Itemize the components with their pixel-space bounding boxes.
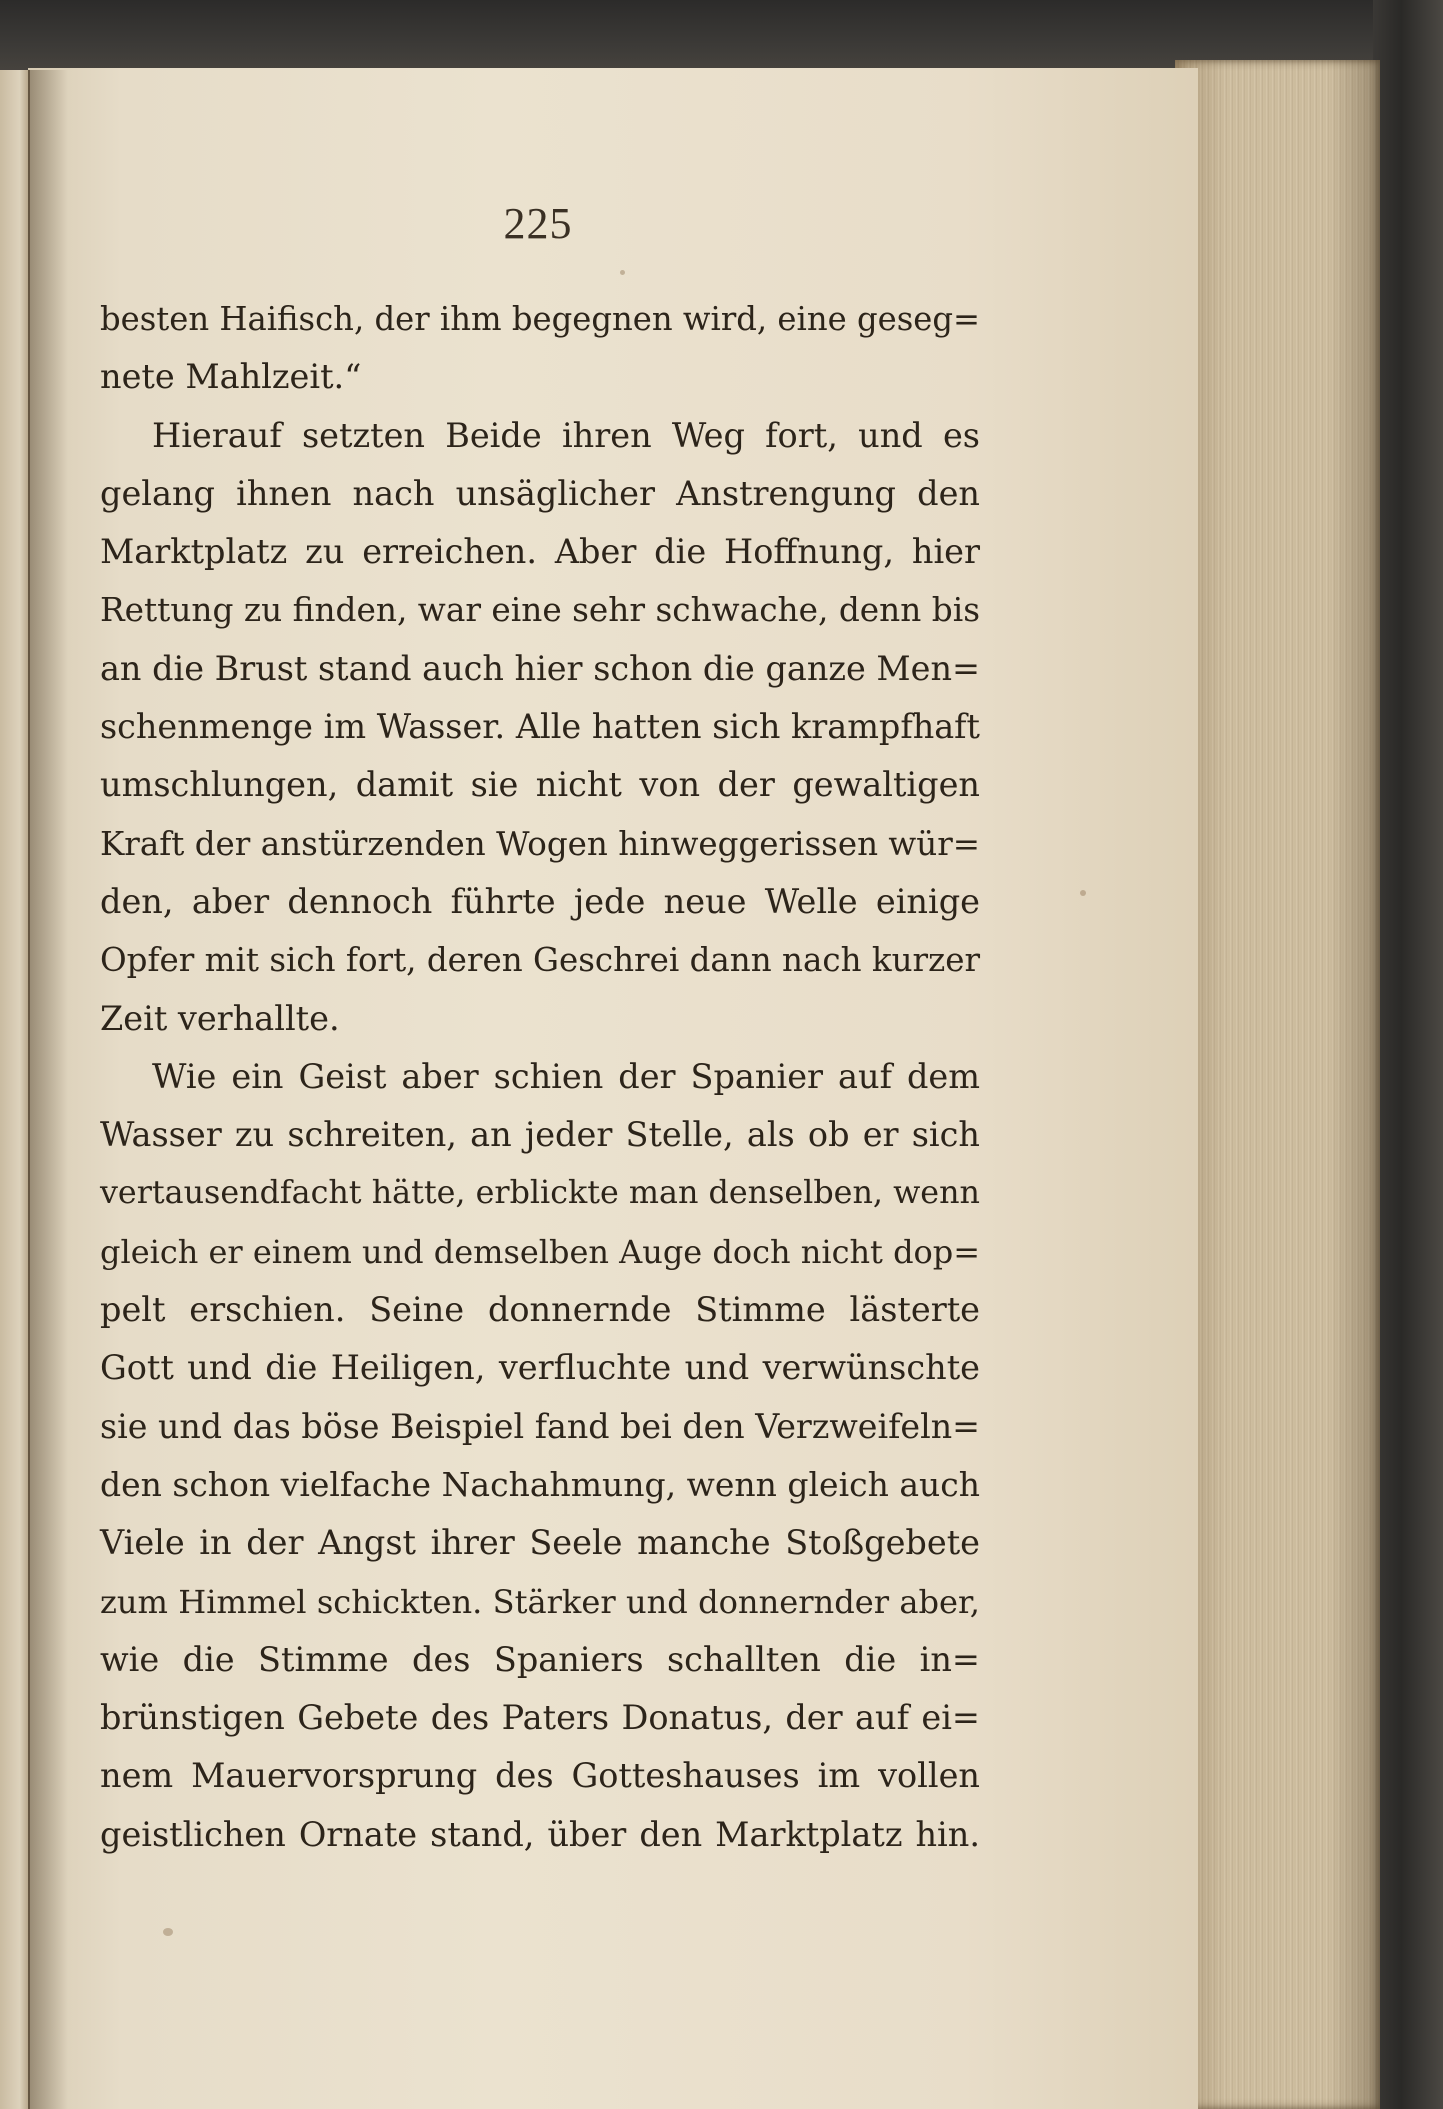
text-line: pelt erschien. Seine donnernde Stimme lästerte [100,1290,980,1330]
text-line: gleich er einem und demselben Auge doch nicht dop= [100,1232,981,1271]
text-line: Hierauf setzten Beide ihren Weg fort, und es [152,415,980,455]
text-line: wie die Stimme des Spaniers schallten die in= [100,1639,980,1679]
book-cover-right [1373,0,1443,2109]
text-line: Gott und die Heiligen, verfluchte und verwünschte [100,1348,980,1388]
text-line: Wasser zu schreiten, an jeder Stelle, als ob er sich [100,1115,980,1155]
text-line: gelang ihnen nach unsäglicher Anstrengung den [100,473,980,513]
paper-speck [1080,890,1086,896]
text-line: besten Haifisch, der ihm begegnen wird, eine geseg= [100,300,980,338]
page-gutter-shadow [28,70,68,2109]
text-line: Rettung zu finden, war eine sehr schwache, denn bis [100,591,980,630]
text-line: zum Himmel schickten. Stärker und donnernder aber, [100,1582,980,1621]
paper-speck [620,270,625,275]
page-number: 225 [503,199,573,248]
text-line: Marktplatz zu erreichen. Aber die Hoffnung, hier [100,532,980,572]
text-line: Zeit verhallte. [100,998,340,1038]
text-line: an die Brust stand auch hier schon die ganze Men= [100,648,980,688]
text-line: schenmenge im Wasser. Alle hatten sich krampfhaft [100,707,980,747]
text-line: den, aber dennoch führte jede neue Welle einige [100,881,980,921]
text-line: Kraft der anstürzenden Wogen hinweggerissen wür= [100,824,980,863]
text-line: Opfer mit sich fort, deren Geschrei dann nach kurzer [100,941,980,980]
text-line: geistlichen Ornate stand, über den Marktplatz hin. [100,1814,980,1854]
text-line: umschlungen, damit sie nicht von der gewaltigen [100,765,980,805]
text-line: Viele in der Angst ihrer Seele manche Stoßgebete [100,1523,980,1563]
paper-speck [163,1928,173,1936]
text-line: Wie ein Geist aber schien der Spanier auf dem [152,1056,980,1096]
text-line: nete Mahlzeit.“ [100,357,362,397]
text-line: vertausendfacht hätte, erblickte man denselben, wenn [100,1175,980,1212]
text-line: sie und das böse Beispiel fand bei den Verzweifeln= [100,1406,980,1446]
left-page-sliver [0,70,30,2109]
page-body-text [100,290,980,1864]
text-line: den schon vielfache Nachahmung, wenn gleich auch [100,1464,980,1504]
text-line: nem Mauervorsprung des Gotteshauses im vollen [100,1756,980,1796]
text-line: brünstigen Gebete des Paters Donatus, der auf ei= [100,1698,980,1738]
page-fore-edge-shade [1175,60,1380,2109]
